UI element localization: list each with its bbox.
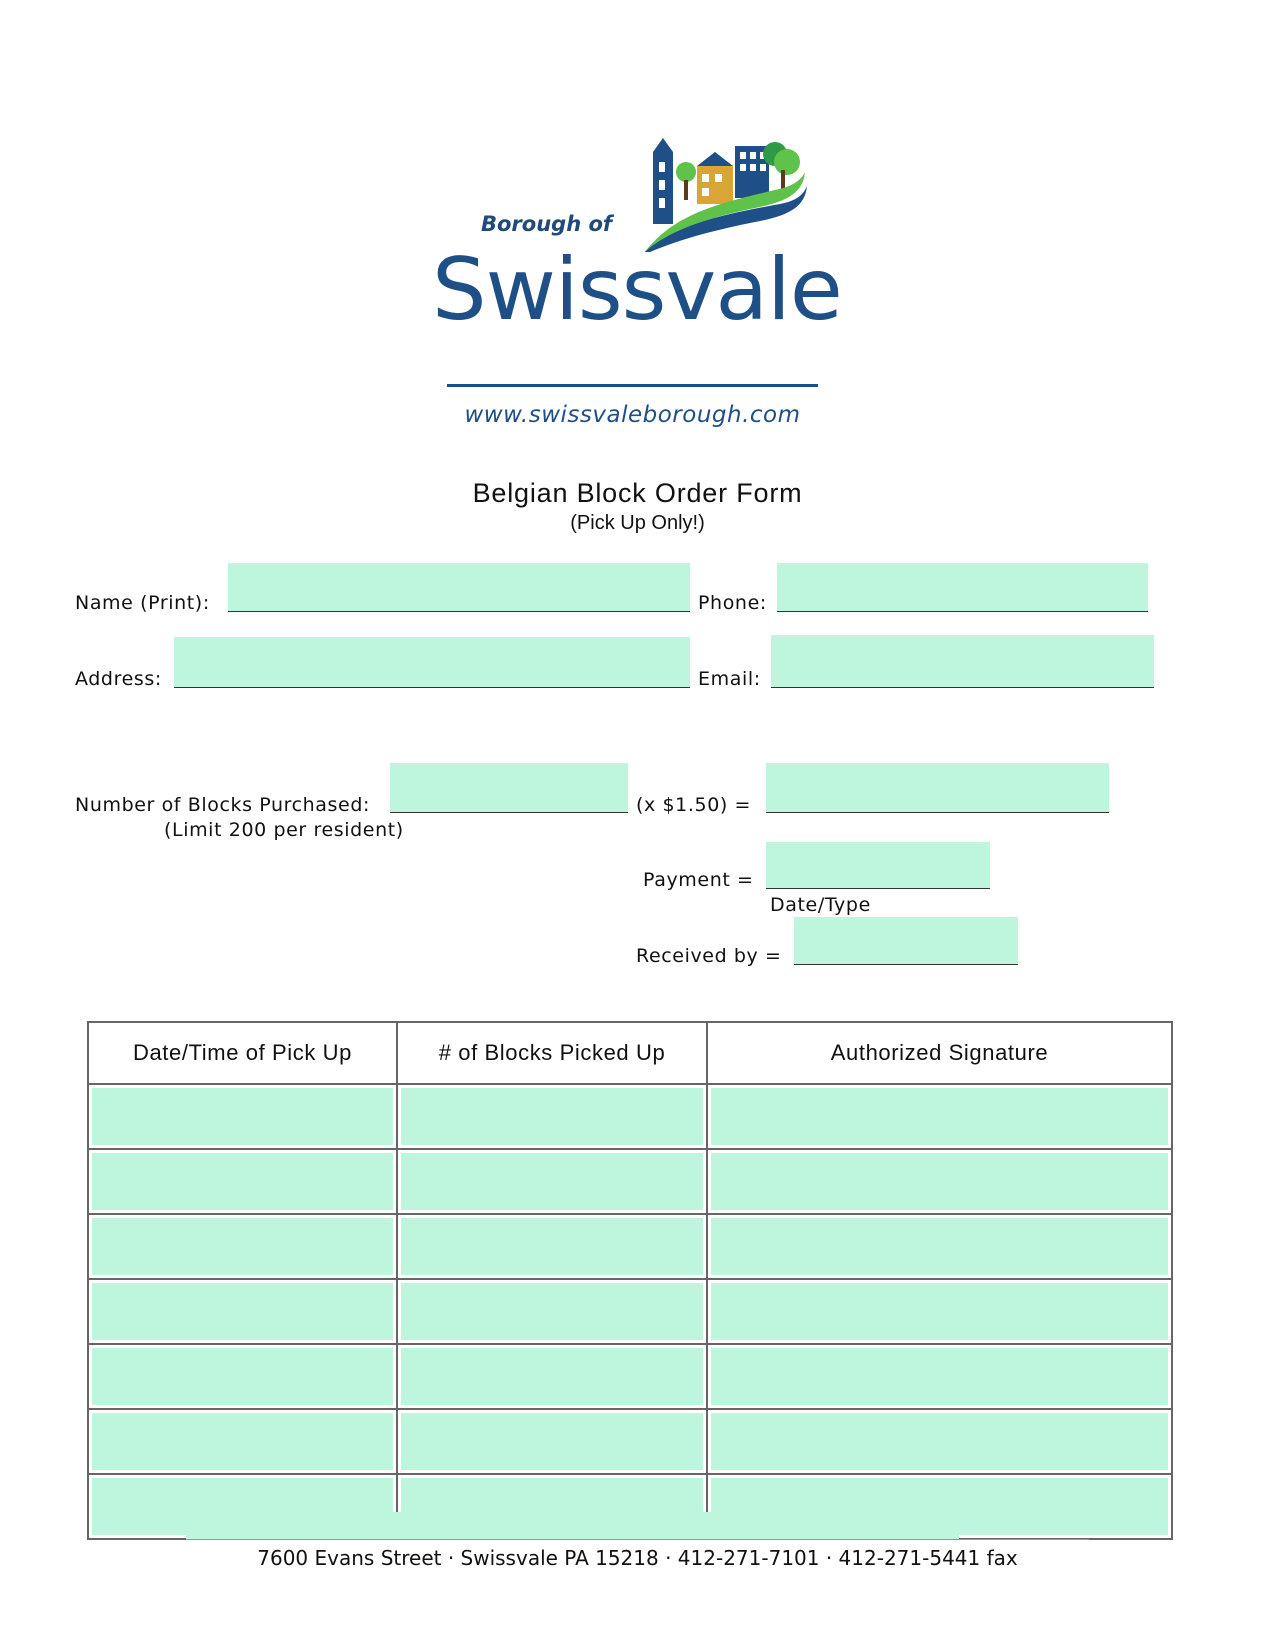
town-skyline-icon (615, 132, 815, 252)
column-header-authorized-signature: Authorized Signature (707, 1022, 1172, 1084)
name-label: Name (Print): (75, 592, 210, 614)
table-row (88, 1149, 1172, 1214)
pickup-signature-cell[interactable] (707, 1149, 1172, 1214)
form-subtitle: (Pick Up Only!) (570, 512, 705, 534)
table-row (88, 1279, 1172, 1344)
pickup-date-cell[interactable] (88, 1214, 397, 1279)
pickup-signature-cell[interactable] (707, 1344, 1172, 1409)
blocks-purchased-label: Number of Blocks Purchased: (75, 794, 370, 816)
pickup-signature-cell[interactable] (707, 1084, 1172, 1149)
phone-input[interactable] (777, 563, 1148, 612)
total-amount-input[interactable] (766, 763, 1109, 813)
received-by-input[interactable] (794, 917, 1018, 965)
blocks-purchased-input[interactable] (390, 763, 628, 813)
address-input[interactable] (174, 637, 690, 688)
table-row (88, 1409, 1172, 1474)
footer-divider (186, 1539, 1089, 1540)
pickup-signature-cell[interactable] (707, 1409, 1172, 1474)
email-input[interactable] (771, 635, 1154, 688)
pickup-date-cell[interactable] (88, 1409, 397, 1474)
name-input[interactable] (228, 563, 690, 612)
pickup-date-cell[interactable] (88, 1149, 397, 1214)
column-header-date-time: Date/Time of Pick Up (88, 1022, 397, 1084)
pickup-signature-cell[interactable] (707, 1279, 1172, 1344)
pickup-date-cell[interactable] (88, 1084, 397, 1149)
logo-name-text: Swissvale (432, 240, 842, 340)
payment-input[interactable] (766, 842, 990, 889)
pickup-log-table (87, 1021, 1173, 1540)
blocks-limit-note: (Limit 200 per resident) (164, 819, 404, 841)
pickup-blocks-cell[interactable] (397, 1214, 707, 1279)
pickup-blocks-cell[interactable] (397, 1344, 707, 1409)
column-header-blocks-picked-up: # of Blocks Picked Up (397, 1022, 707, 1084)
payment-date-type-note: Date/Type (770, 894, 871, 916)
phone-label: Phone: (698, 592, 767, 614)
email-label: Email: (698, 668, 761, 690)
footer-input[interactable] (186, 1512, 959, 1539)
table-header-row (88, 1022, 1172, 1084)
pickup-blocks-cell[interactable] (397, 1279, 707, 1344)
form-title: Belgian Block Order Form (472, 478, 803, 508)
pickup-date-cell[interactable] (88, 1279, 397, 1344)
address-label: Address: (75, 668, 162, 690)
pickup-date-cell[interactable] (88, 1344, 397, 1409)
table-row (88, 1214, 1172, 1279)
logo-borough-text: Borough of (481, 212, 613, 236)
table-row (88, 1344, 1172, 1409)
received-by-label: Received by = (636, 945, 782, 967)
pickup-signature-cell[interactable] (707, 1214, 1172, 1279)
footer-contact-info: 7600 Evans Street · Swissvale PA 15218 · 412-271-7101 · 412-271-5441 fax (257, 1546, 1018, 1570)
logo-divider (447, 384, 818, 387)
pickup-blocks-cell[interactable] (397, 1409, 707, 1474)
pickup-blocks-cell[interactable] (397, 1149, 707, 1214)
payment-label: Payment = (643, 869, 754, 891)
table-row (88, 1084, 1172, 1149)
pickup-blocks-cell[interactable] (397, 1084, 707, 1149)
logo-website-url: www.swissvaleborough.com (464, 402, 801, 428)
price-multiplier-label: (x $1.50) = (636, 794, 752, 816)
